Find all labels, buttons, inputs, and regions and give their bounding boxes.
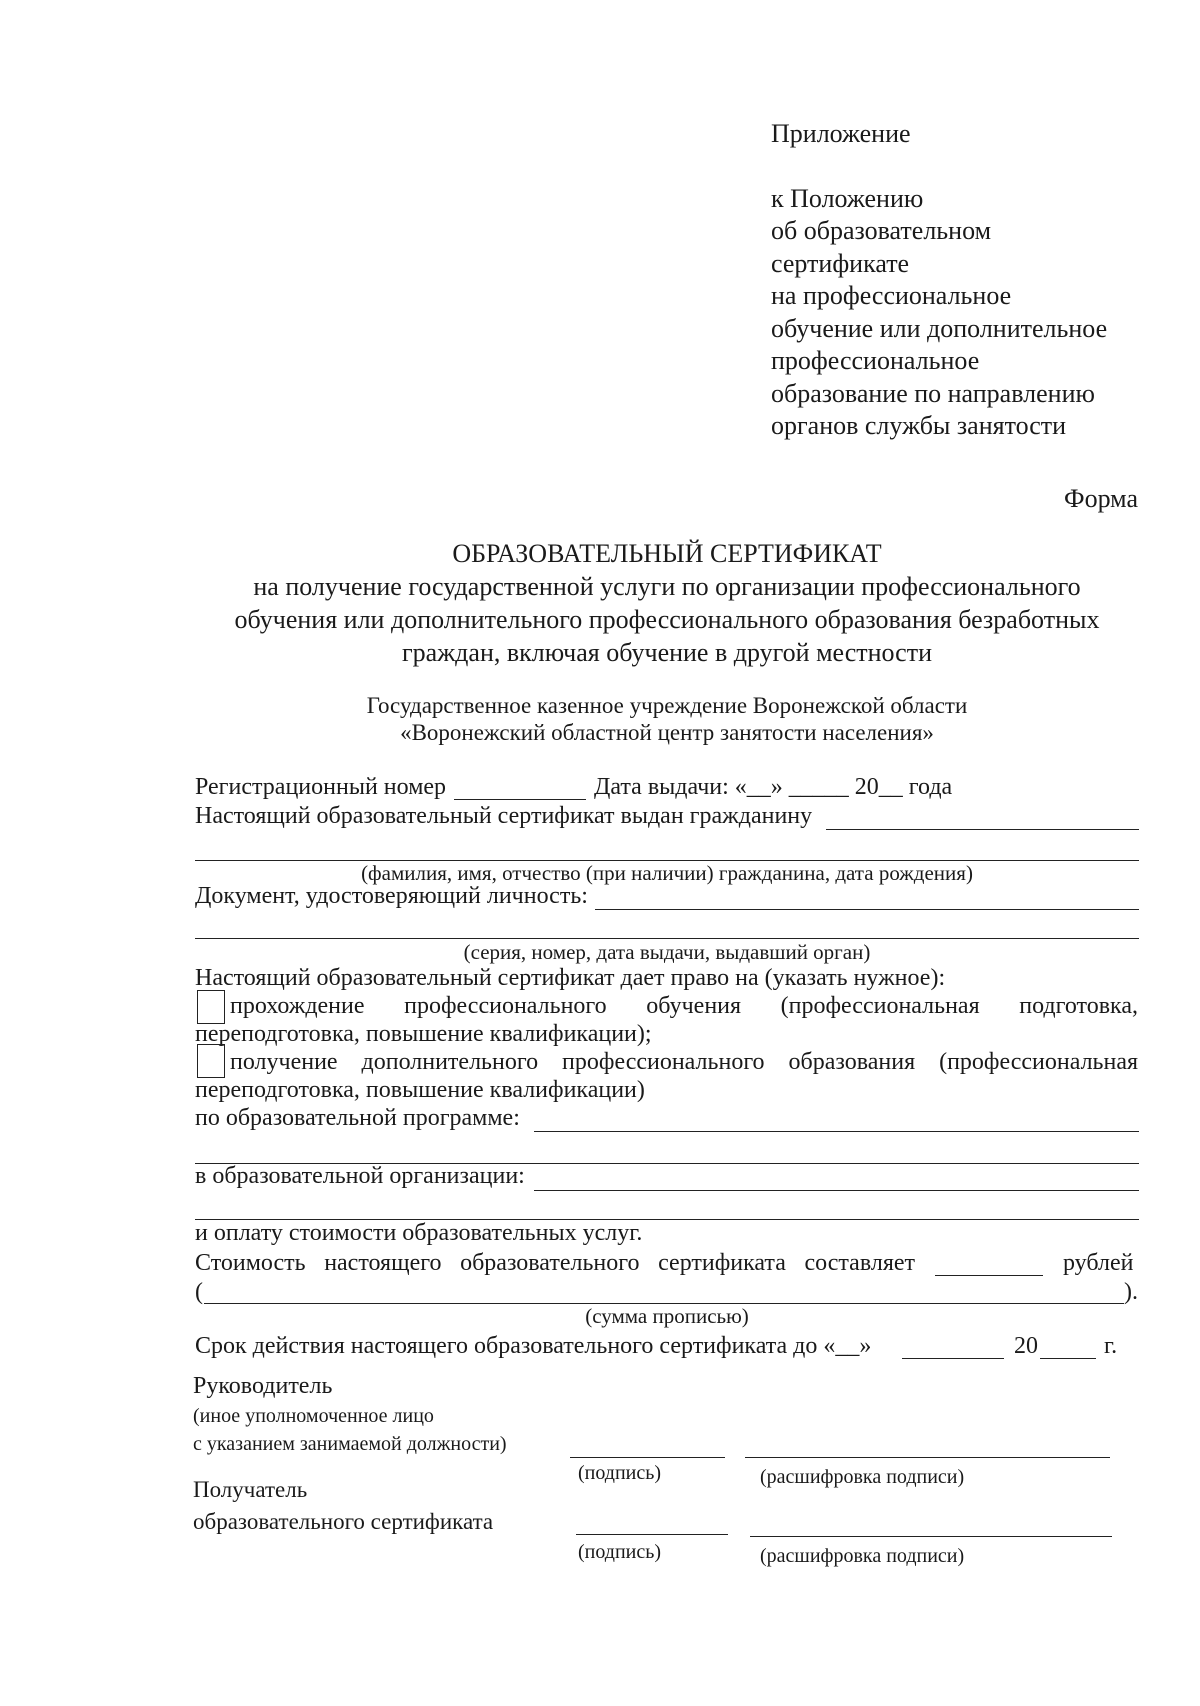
reg-number-line[interactable] bbox=[454, 799, 586, 800]
validity-suffix: г. bbox=[1104, 1333, 1118, 1359]
subtitle-line: обучения или дополнительного профессионального образования безработных bbox=[234, 605, 1100, 634]
appendix-line: об образовательном bbox=[771, 216, 992, 245]
id-doc-hint: (серия, номер, дата выдачи, выдавший орган) bbox=[463, 940, 871, 964]
issue-date-label: Дата выдачи: «__» _____ 20__ года bbox=[594, 774, 953, 800]
validity-label: Срок действия настоящего образовательного сертификата до «__» bbox=[195, 1333, 872, 1359]
cost-word: настоящего bbox=[324, 1251, 442, 1276]
option-1-line-2: переподготовка, повышение квалификации); bbox=[195, 1021, 652, 1047]
organization-label: в образовательной организации: bbox=[195, 1163, 525, 1189]
cost-amount-line[interactable] bbox=[935, 1275, 1043, 1276]
id-doc-line[interactable] bbox=[595, 909, 1139, 910]
appendix-line: на профессиональное bbox=[771, 281, 1012, 310]
option-1-text bbox=[230, 994, 1138, 1020]
id-doc-label: Документ, удостоверяющий личность: bbox=[195, 883, 588, 909]
currency-label: рублей bbox=[1063, 1250, 1134, 1276]
appendix-line: обучение или дополнительное bbox=[771, 314, 1108, 343]
appendix-line: образование по направлению bbox=[771, 379, 1095, 408]
issued-to-label: Настоящий образовательный сертификат выдан гражданину bbox=[195, 803, 813, 829]
appendix-line: сертификате bbox=[771, 249, 910, 278]
institution-line: «Воронежский областной центр занятости населения» bbox=[400, 720, 934, 745]
appendix-line: к Положению bbox=[771, 184, 924, 213]
close-paren: ). bbox=[1124, 1279, 1138, 1305]
option-1-word: обучения bbox=[646, 994, 742, 1019]
grants-right-text: Настоящий образовательный сертификат дает право на (указать нужное): bbox=[195, 965, 946, 991]
option-1-word: прохождение bbox=[230, 994, 365, 1019]
recipient-decode-hint: (расшифровка подписи) bbox=[760, 1545, 965, 1567]
subtitle-line: на получение государственной услуги по организации профессионального bbox=[253, 572, 1081, 601]
appendix-title: Приложение bbox=[771, 119, 911, 148]
cost-word: составляет bbox=[804, 1251, 915, 1276]
head-decode-line[interactable] bbox=[745, 1457, 1110, 1458]
cost-word: Стоимость bbox=[195, 1251, 306, 1276]
option-1-word: профессионального bbox=[404, 994, 607, 1019]
recipient-decode-line[interactable] bbox=[750, 1536, 1112, 1537]
reg-number-label: Регистрационный номер bbox=[195, 774, 447, 800]
validity-year-line[interactable] bbox=[1040, 1358, 1096, 1359]
option-2-word: получение bbox=[230, 1050, 338, 1075]
option-2-word: дополнительного bbox=[361, 1050, 539, 1075]
recipient-signature-hint: (подпись) bbox=[578, 1541, 662, 1563]
option-2-word: профессионального bbox=[562, 1050, 765, 1075]
option-2-word: образования bbox=[788, 1050, 916, 1075]
issued-to-line[interactable] bbox=[826, 829, 1139, 830]
cost-word: сертификата bbox=[658, 1251, 786, 1276]
option-1-word: подготовка, bbox=[1019, 994, 1138, 1019]
option-1-checkbox[interactable] bbox=[197, 990, 225, 1024]
head-subtitle: (иное уполномоченное лицо bbox=[193, 1405, 434, 1427]
cost-text bbox=[195, 1251, 915, 1277]
organization-line[interactable] bbox=[534, 1190, 1139, 1191]
open-paren: ( bbox=[195, 1279, 203, 1305]
head-subtitle: с указанием занимаемой должности) bbox=[193, 1433, 507, 1455]
validity-month-line[interactable] bbox=[902, 1358, 1004, 1359]
program-label: по образовательной программе: bbox=[195, 1105, 520, 1131]
option-2-text bbox=[230, 1050, 1138, 1076]
sum-hint: (сумма прописью) bbox=[585, 1304, 749, 1328]
appendix-line: органов службы занятости bbox=[771, 411, 1067, 440]
head-decode-hint: (расшифровка подписи) bbox=[760, 1466, 965, 1488]
appendix-line: профессиональное bbox=[771, 346, 980, 375]
cost-word: образовательного bbox=[460, 1251, 640, 1276]
option-2-line-2: переподготовка, повышение квалификации) bbox=[195, 1077, 645, 1103]
recipient-subtitle: образовательного сертификата bbox=[193, 1509, 494, 1534]
option-1-word: (профессиональная bbox=[780, 994, 980, 1019]
id-doc-line-2[interactable] bbox=[195, 938, 1139, 939]
head-title: Руководитель bbox=[193, 1373, 333, 1399]
program-line[interactable] bbox=[534, 1131, 1139, 1132]
institution-line: Государственное казенное учреждение Воронежской области bbox=[366, 693, 968, 718]
payment-text: и оплату стоимости образовательных услуг. bbox=[195, 1220, 643, 1246]
form-label: Форма bbox=[1064, 484, 1138, 513]
document-title: ОБРАЗОВАТЕЛЬНЫЙ СЕРТИФИКАТ bbox=[452, 539, 882, 568]
head-signature-hint: (подпись) bbox=[578, 1462, 662, 1484]
validity-year-prefix: 20 bbox=[1014, 1333, 1038, 1359]
recipient-title: Получатель bbox=[193, 1477, 308, 1502]
recipient-signature-line[interactable] bbox=[576, 1534, 728, 1535]
head-signature-line[interactable] bbox=[570, 1457, 725, 1458]
fio-hint: (фамилия, имя, отчество (при наличии) гражданина, дата рождения) bbox=[361, 861, 973, 885]
option-2-word: (профессиональная bbox=[939, 1050, 1138, 1075]
subtitle-line: граждан, включая обучение в другой местности bbox=[402, 638, 932, 667]
option-2-checkbox[interactable] bbox=[197, 1044, 225, 1078]
